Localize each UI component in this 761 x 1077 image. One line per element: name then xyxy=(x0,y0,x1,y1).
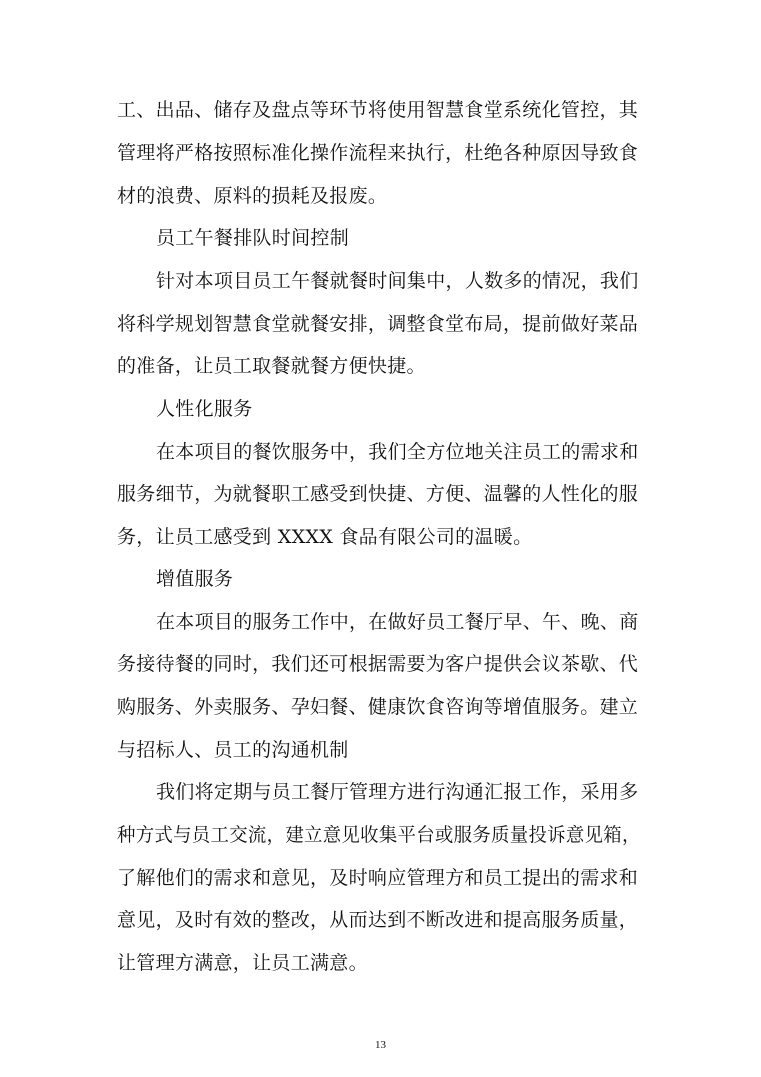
section-heading: 与招标人、员工的沟通机制 xyxy=(117,739,349,761)
body-line: 种方式与员工交流，建立意见收集平台或服务质量投诉意见箱， xyxy=(117,824,641,846)
body-line: 意见，及时有效的整改，从而达到不断改进和提高服务质量， xyxy=(117,909,639,931)
body-line: 在本项目的服务工作中，在做好员工餐厅早、午、晚、商 xyxy=(156,611,639,633)
body-line: 将科学规划智慧食堂就餐安排，调整食堂布局，提前做好菜品 xyxy=(117,313,639,335)
body-line: 务接待餐的同时，我们还可根据需要为客户提供会议茶歇、代 xyxy=(117,653,639,675)
body-line: 材的浪费、原料的损耗及报废。 xyxy=(117,185,388,207)
body-line: 管理将严格按照标准化操作流程来执行，杜绝各种原因导致食 xyxy=(117,142,639,164)
body-line: 让管理方满意，让员工满意。 xyxy=(117,952,368,974)
page-number: 13 xyxy=(375,1039,386,1051)
section-heading: 员工午餐排队时间控制 xyxy=(156,227,350,249)
body-line: 我们将定期与员工餐厅管理方进行沟通汇报工作，采用多 xyxy=(156,781,639,803)
body-line: 在本项目的餐饮服务中，我们全方位地关注员工的需求和 xyxy=(156,441,639,463)
section-heading: 人性化服务 xyxy=(156,398,253,420)
body-line: 针对本项目员工午餐就餐时间集中，人数多的情况，我们 xyxy=(156,270,639,292)
body-line: 服务细节，为就餐职工感受到快捷、方便、温馨的人性化的服 xyxy=(117,483,639,505)
body-line: 了解他们的需求和意见，及时响应管理方和员工提出的需求和 xyxy=(117,867,639,889)
section-heading: 增值服务 xyxy=(156,568,234,590)
body-line: 购服务、外卖服务、孕妇餐、健康饮食咨询等增值服务。建立 xyxy=(117,696,639,718)
body-line: 务，让员工感受到 XXXX 食品有限公司的温暖。 xyxy=(117,526,533,548)
body-line: 工、出品、储存及盘点等环节将使用智慧食堂系统化管控，其 xyxy=(117,99,639,121)
body-line: 的准备，让员工取餐就餐方便快捷。 xyxy=(117,355,426,377)
